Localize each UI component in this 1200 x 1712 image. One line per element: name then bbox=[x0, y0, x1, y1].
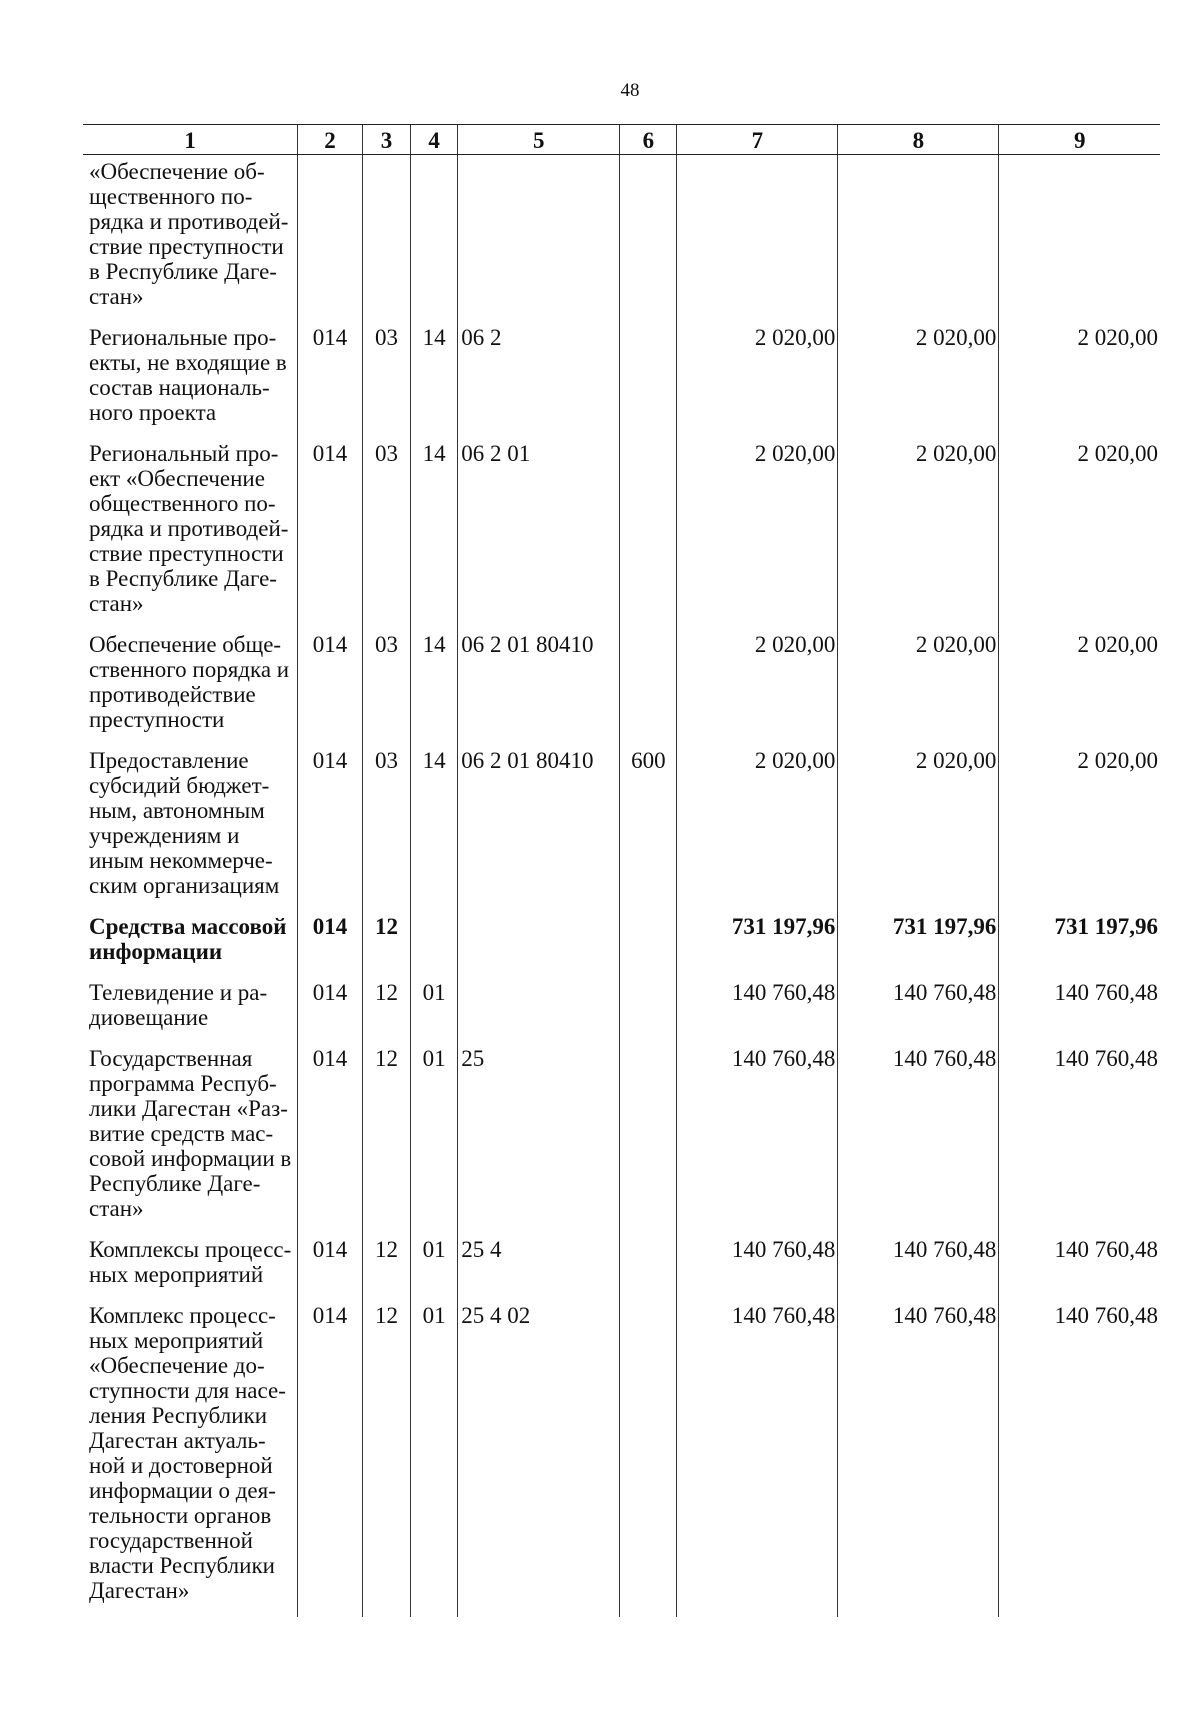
row-amount-year1-cell bbox=[677, 976, 838, 1042]
row-expense-type-cell bbox=[620, 1233, 677, 1299]
row-target-article-text: 25 4 02 bbox=[461, 1303, 531, 1328]
row-name-cell bbox=[83, 437, 298, 628]
table-row bbox=[83, 976, 1160, 1042]
row-amount-year3-cell bbox=[999, 155, 1160, 322]
row-subsection-cell bbox=[411, 321, 458, 437]
row-amount-year1-cell bbox=[677, 1233, 838, 1299]
row-grbs-cell bbox=[298, 437, 363, 628]
row-section-cell bbox=[362, 976, 410, 1042]
row-name-text: Комплекс процесс- ных мероприятий «Обеспечение до- ступности для насе- ления Республики Дагестан актуаль- ной и достоверной информации о дея- тельности органов государственной власти Республики Дагестан» bbox=[89, 1303, 286, 1603]
row-target-article-cell bbox=[458, 1042, 620, 1233]
row-amount-year3-cell bbox=[999, 910, 1160, 976]
column-header-8: 8 bbox=[838, 125, 999, 155]
row-subsection-cell bbox=[411, 437, 458, 628]
row-grbs-text: 014 bbox=[312, 325, 348, 350]
row-amount-year1-text: 2 020,00 bbox=[754, 441, 836, 466]
row-amount-year2-text: 140 760,48 bbox=[892, 980, 997, 1005]
row-section-cell bbox=[362, 1042, 410, 1233]
row-expense-type-cell bbox=[620, 1299, 677, 1617]
table-row bbox=[83, 321, 1160, 437]
row-section-cell bbox=[362, 321, 410, 437]
row-target-article-cell bbox=[458, 437, 620, 628]
row-section-text: 03 bbox=[374, 441, 398, 466]
row-expense-type-cell bbox=[620, 628, 677, 744]
row-target-article-text: 25 4 bbox=[461, 1237, 502, 1262]
row-target-article-cell bbox=[458, 744, 620, 910]
row-grbs-cell bbox=[298, 1233, 363, 1299]
row-name-cell bbox=[83, 910, 298, 976]
row-expense-type-cell bbox=[620, 155, 677, 322]
row-subsection-cell bbox=[411, 744, 458, 910]
row-amount-year1-text: 731 197,96 bbox=[731, 914, 836, 939]
row-amount-year2-text: 140 760,48 bbox=[892, 1237, 997, 1262]
row-target-article-cell bbox=[458, 910, 620, 976]
row-amount-year2-cell bbox=[838, 976, 999, 1042]
table-row bbox=[83, 1233, 1160, 1299]
table-row bbox=[83, 1299, 1160, 1617]
row-section-text: 12 bbox=[374, 1237, 398, 1262]
row-subsection-cell bbox=[411, 910, 458, 976]
row-expense-type-cell bbox=[620, 744, 677, 910]
row-amount-year3-text: 2 020,00 bbox=[1077, 748, 1158, 773]
row-grbs-text: 014 bbox=[312, 632, 348, 657]
row-name-cell bbox=[83, 976, 298, 1042]
row-amount-year1-cell bbox=[677, 910, 838, 976]
row-name-text: Региональные про- екты, не входящие в состав националь- ного проекта bbox=[89, 325, 287, 425]
row-subsection-cell bbox=[411, 1233, 458, 1299]
row-section-text: 03 bbox=[374, 325, 398, 350]
row-section-text: 12 bbox=[374, 1046, 398, 1071]
row-section-cell bbox=[362, 744, 410, 910]
row-grbs-cell bbox=[298, 1299, 363, 1617]
row-expense-type-cell bbox=[620, 321, 677, 437]
row-amount-year1-text: 140 760,48 bbox=[731, 1046, 836, 1071]
row-name-cell bbox=[83, 1299, 298, 1617]
row-subsection-text: 14 bbox=[422, 325, 446, 350]
column-header-7: 7 bbox=[677, 125, 838, 155]
row-grbs-cell bbox=[298, 155, 363, 322]
row-target-article-cell bbox=[458, 155, 620, 322]
table-row bbox=[83, 744, 1160, 910]
page-number: 48 bbox=[620, 80, 640, 101]
row-subsection-cell bbox=[411, 1299, 458, 1617]
row-section-text: 03 bbox=[374, 748, 398, 773]
row-section-cell bbox=[362, 628, 410, 744]
column-header-6: 6 bbox=[620, 125, 677, 155]
table-row bbox=[83, 437, 1160, 628]
row-grbs-text: 014 bbox=[312, 1237, 348, 1262]
row-amount-year3-text: 140 760,48 bbox=[1054, 980, 1158, 1005]
row-subsection-text: 14 bbox=[422, 441, 446, 466]
row-grbs-text: 014 bbox=[312, 914, 348, 939]
row-amount-year3-text: 2 020,00 bbox=[1077, 325, 1158, 350]
row-amount-year3-text: 140 760,48 bbox=[1054, 1303, 1158, 1328]
row-grbs-text: 014 bbox=[312, 1046, 348, 1071]
row-section-cell bbox=[362, 437, 410, 628]
row-target-article-cell bbox=[458, 321, 620, 437]
row-amount-year1-text: 140 760,48 bbox=[731, 980, 836, 1005]
row-grbs-cell bbox=[298, 1042, 363, 1233]
row-expense-type-cell bbox=[620, 437, 677, 628]
row-name-text: Региональный про- ект «Обеспечение общественного по- рядка и противодей- ствие преступности в Республике Даге- стан» bbox=[89, 441, 289, 616]
row-subsection-cell bbox=[411, 1042, 458, 1233]
row-section-cell bbox=[362, 155, 410, 322]
row-target-article-cell bbox=[458, 1299, 620, 1617]
row-subsection-cell bbox=[411, 155, 458, 322]
row-subsection-cell bbox=[411, 976, 458, 1042]
row-amount-year3-cell bbox=[999, 437, 1160, 628]
row-name-text: Обеспечение обще- ственного порядка и противодействие преступности bbox=[89, 632, 290, 732]
row-grbs-cell bbox=[298, 628, 363, 744]
row-name-cell bbox=[83, 155, 298, 322]
row-amount-year2-text: 2 020,00 bbox=[915, 441, 997, 466]
row-amount-year3-text: 2 020,00 bbox=[1077, 441, 1158, 466]
table-row bbox=[83, 910, 1160, 976]
row-name-cell bbox=[83, 744, 298, 910]
row-grbs-cell bbox=[298, 976, 363, 1042]
row-amount-year2-text: 2 020,00 bbox=[915, 325, 997, 350]
row-amount-year1-cell bbox=[677, 628, 838, 744]
row-section-text: 03 bbox=[374, 632, 398, 657]
row-name-text: Комплексы процесс- ных мероприятий bbox=[89, 1237, 292, 1287]
row-target-article-cell bbox=[458, 976, 620, 1042]
row-amount-year3-cell bbox=[999, 1299, 1160, 1617]
row-name-cell bbox=[83, 1042, 298, 1233]
row-amount-year3-text: 140 760,48 bbox=[1054, 1046, 1158, 1071]
row-section-cell bbox=[362, 1299, 410, 1617]
row-amount-year2-cell bbox=[838, 628, 999, 744]
row-amount-year2-cell bbox=[838, 1299, 999, 1617]
row-subsection-text: 14 bbox=[422, 748, 446, 773]
row-name-cell bbox=[83, 1233, 298, 1299]
row-amount-year3-cell bbox=[999, 1042, 1160, 1233]
row-amount-year3-cell bbox=[999, 321, 1160, 437]
row-amount-year1-text: 140 760,48 bbox=[731, 1237, 836, 1262]
row-target-article-cell bbox=[458, 628, 620, 744]
row-expense-type-cell bbox=[620, 910, 677, 976]
table-row bbox=[83, 1042, 1160, 1233]
budget-table bbox=[83, 124, 1160, 1617]
row-amount-year2-text: 2 020,00 bbox=[915, 748, 997, 773]
table-row bbox=[83, 155, 1160, 322]
row-section-cell bbox=[362, 1233, 410, 1299]
row-target-article-text: 06 2 01 80410 bbox=[461, 748, 594, 773]
row-subsection-text: 01 bbox=[422, 1303, 446, 1328]
row-amount-year2-text: 2 020,00 bbox=[915, 632, 997, 657]
row-amount-year3-text: 2 020,00 bbox=[1077, 632, 1158, 657]
row-target-article-text: 06 2 01 bbox=[461, 441, 531, 466]
row-subsection-text: 14 bbox=[422, 632, 446, 657]
row-amount-year2-cell bbox=[838, 1233, 999, 1299]
row-amount-year2-cell bbox=[838, 910, 999, 976]
row-subsection-text: 01 bbox=[422, 980, 446, 1005]
row-grbs-text: 014 bbox=[312, 1303, 348, 1328]
row-amount-year1-cell bbox=[677, 1299, 838, 1617]
row-amount-year2-cell bbox=[838, 321, 999, 437]
row-amount-year2-cell bbox=[838, 155, 999, 322]
row-subsection-text: 01 bbox=[422, 1237, 446, 1262]
row-grbs-cell bbox=[298, 910, 363, 976]
row-expense-type-text: 600 bbox=[631, 748, 666, 773]
column-header-9: 9 bbox=[999, 125, 1160, 155]
row-amount-year3-text: 140 760,48 bbox=[1054, 1237, 1158, 1262]
row-name-cell bbox=[83, 628, 298, 744]
row-amount-year2-text: 140 760,48 bbox=[892, 1303, 997, 1328]
row-amount-year2-text: 140 760,48 bbox=[892, 1046, 997, 1071]
row-name-text: Государственная программа Респуб- лики Дагестан «Раз- витие средств мас- совой информации в Республике Даге- стан» bbox=[89, 1046, 292, 1221]
row-amount-year2-cell bbox=[838, 1042, 999, 1233]
row-amount-year2-cell bbox=[838, 437, 999, 628]
table-row bbox=[83, 628, 1160, 744]
row-grbs-text: 014 bbox=[312, 980, 348, 1005]
row-amount-year2-text: 731 197,96 bbox=[892, 914, 997, 939]
row-section-text: 12 bbox=[374, 914, 398, 939]
row-target-article-text: 06 2 bbox=[461, 325, 502, 350]
row-grbs-cell bbox=[298, 321, 363, 437]
row-target-article-cell bbox=[458, 1233, 620, 1299]
row-amount-year1-text: 2 020,00 bbox=[754, 325, 836, 350]
row-amount-year3-cell bbox=[999, 744, 1160, 910]
column-header-4: 4 bbox=[411, 125, 458, 155]
row-amount-year1-text: 140 760,48 bbox=[731, 1303, 836, 1328]
row-subsection-text: 01 bbox=[422, 1046, 446, 1071]
row-amount-year1-cell bbox=[677, 744, 838, 910]
row-amount-year3-cell bbox=[999, 1233, 1160, 1299]
row-amount-year1-text: 2 020,00 bbox=[754, 748, 836, 773]
row-amount-year1-cell bbox=[677, 321, 838, 437]
row-amount-year2-cell bbox=[838, 744, 999, 910]
row-subsection-cell bbox=[411, 628, 458, 744]
row-amount-year3-text: 731 197,96 bbox=[1054, 914, 1158, 939]
row-name-text: Средства массовой информации bbox=[89, 914, 287, 964]
column-header-1: 1 bbox=[83, 125, 298, 155]
row-expense-type-cell bbox=[620, 976, 677, 1042]
row-amount-year1-text: 2 020,00 bbox=[754, 632, 836, 657]
row-grbs-text: 014 bbox=[312, 441, 348, 466]
column-header-5: 5 bbox=[458, 125, 620, 155]
row-section-text: 12 bbox=[374, 980, 398, 1005]
row-amount-year3-cell bbox=[999, 976, 1160, 1042]
column-header-3: 3 bbox=[362, 125, 410, 155]
row-section-text: 12 bbox=[374, 1303, 398, 1328]
row-amount-year1-cell bbox=[677, 155, 838, 322]
column-header-2: 2 bbox=[298, 125, 363, 155]
row-amount-year1-cell bbox=[677, 1042, 838, 1233]
row-grbs-text: 014 bbox=[312, 748, 348, 773]
row-name-text: Телевидение и ра- диовещание bbox=[89, 980, 268, 1030]
row-expense-type-cell bbox=[620, 1042, 677, 1233]
row-amount-year3-cell bbox=[999, 628, 1160, 744]
table-header-row bbox=[83, 125, 1160, 155]
row-name-text: «Обеспечение об- щественного по- рядка и противодей- ствие преступности в Республике Даге- стан» bbox=[89, 159, 289, 309]
row-amount-year1-cell bbox=[677, 437, 838, 628]
row-target-article-text: 25 bbox=[461, 1046, 485, 1071]
row-name-text: Предоставление субсидий бюджет- ным, автономным учреждениям и иным некоммерче- ским организациям bbox=[89, 748, 280, 898]
row-target-article-text: 06 2 01 80410 bbox=[461, 632, 594, 657]
row-section-cell bbox=[362, 910, 410, 976]
row-grbs-cell bbox=[298, 744, 363, 910]
row-name-cell bbox=[83, 321, 298, 437]
